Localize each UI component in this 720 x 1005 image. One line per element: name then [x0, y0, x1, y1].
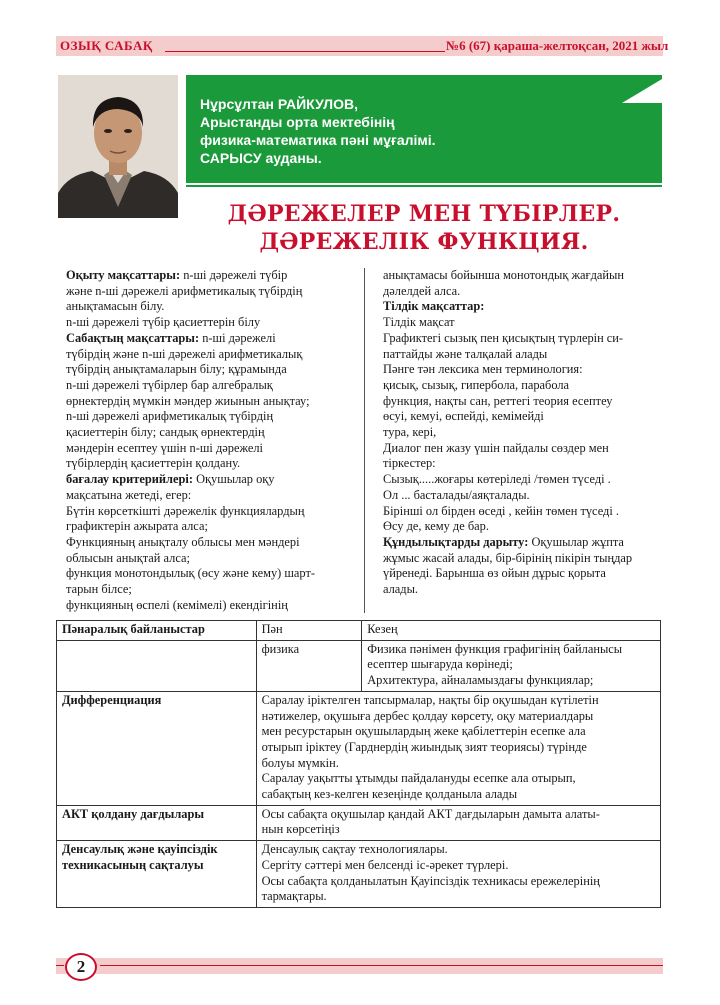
text-line	[383, 519, 668, 535]
text-line	[383, 394, 668, 410]
bold-heading: Сабақтың мақсаттары:	[66, 330, 200, 345]
empty-cell	[57, 640, 257, 691]
stage-line: есептер шығаруда көрінеді;	[367, 657, 513, 672]
header-divider	[165, 51, 445, 52]
line-text: Оқушылар жұпта	[528, 534, 624, 549]
author-district: САРЫСУ ауданы.	[200, 150, 322, 166]
line-text: түбірдің және n-ші дәрежелі арифметикалық	[66, 346, 303, 361]
health-value	[256, 841, 660, 908]
line-text: дәлелдей алса.	[383, 283, 461, 298]
text-line	[383, 582, 668, 598]
ict-label: АКТ қолдану дағдылары	[57, 805, 257, 840]
ict-value	[256, 805, 660, 840]
right-text-column	[383, 268, 668, 598]
text-line	[66, 268, 351, 284]
title-line-2: ДӘРЕЖЕЛІК ФУНКЦИЯ.	[259, 229, 589, 255]
footer-rule	[100, 965, 663, 966]
line-text: n-ші дәрежелі түбір	[180, 268, 288, 282]
table-row	[57, 621, 661, 641]
line-text: түбірдің анықтамаларын білу; құрамында	[66, 362, 287, 377]
text-line	[66, 472, 351, 488]
left-text-column	[66, 268, 351, 613]
ict-line: нын көрсетіңіз	[261, 822, 340, 837]
text-line	[66, 566, 351, 582]
health-label	[57, 841, 257, 908]
ict-line: Осы сабақта оқушылар қандай АКТ дағдыларын дамыта алаты-	[261, 806, 600, 821]
text-line	[383, 472, 668, 488]
differentiation-value	[256, 691, 660, 805]
line-text: қисық, сызық, гипербола, парабола	[383, 377, 570, 392]
text-line	[66, 284, 351, 300]
line-text: Сызық.....жоғары көтеріледі /төмен түседі .	[383, 472, 611, 487]
text-line	[66, 394, 351, 410]
differentiation-line: нәтижелер, оқушыға дербес қолдау көрсету, оқу материалдары	[261, 708, 594, 723]
article-title	[186, 200, 662, 256]
stage-line: Физика пәнімен функция графигінің байланысы	[367, 641, 623, 656]
text-line	[66, 409, 351, 425]
author-name: Нұрсұлтан РАЙКУЛОВ,	[200, 96, 358, 112]
line-text: үйренеді. Барынша өз ойын дұрыс қорыта	[383, 566, 606, 581]
line-text: жұмыс жасай алады, бір-бірінің пікірін тыңдар	[383, 550, 633, 565]
differentiation-line: Саралау уақытты ұтымды пайдалануды есепке ала отырып,	[261, 771, 576, 786]
author-info-box	[186, 75, 662, 190]
differentiation-line: Саралау іріктелген тапсырмалар, нақты бір оқушыдан күтілетін	[261, 692, 599, 707]
table-row	[57, 640, 661, 691]
line-text: функция монотондылық (өсу және кему) шарт-	[66, 566, 315, 581]
text-line	[66, 582, 351, 598]
text-line	[66, 535, 351, 551]
health-label-line: Денсаулық және қауіпсіздік	[62, 842, 218, 857]
health-line: Сергіту сәттері мен белсенді іс-әрекет түрлері.	[261, 857, 509, 872]
interdisciplinary-label: Пәнаралық байланыстар	[57, 621, 257, 641]
text-line	[66, 488, 351, 504]
health-label-line: техникасының сақталуы	[62, 857, 204, 872]
health-line: Осы сабақта қолданылатын Қауіпсіздік техникасы ережелерінің	[261, 873, 600, 888]
line-text: өрнектердің мүмкін мәндер жиынын анықтау;	[66, 393, 310, 408]
subject-header: Пән	[256, 621, 362, 641]
line-text: қасиеттерін білу; сандық өрнектердің	[66, 425, 265, 440]
journal-name: ОЗЫҚ САБАҚ	[60, 38, 153, 53]
issue-info: №6 (67) қараша-желтоқсан, 2021 жыл	[446, 38, 669, 53]
line-text: n-ші дәрежелі	[199, 330, 276, 345]
line-text: өсуі, кемуі, өспейді, кемімейді	[383, 409, 544, 424]
differentiation-label: Дифференциация	[57, 691, 257, 805]
bold-heading: Оқыту мақсаттары:	[66, 268, 181, 282]
text-line	[383, 378, 668, 394]
page-number: 2	[65, 953, 97, 981]
line-text: Функцияның анықталу облысы мен мәндері	[66, 534, 300, 549]
text-line	[383, 331, 668, 347]
stage-line: Архитектура, айналамыздағы функциялар;	[367, 673, 594, 688]
text-line	[66, 347, 351, 363]
text-line	[383, 456, 668, 472]
table-row	[57, 691, 661, 805]
line-text: n-ші дәрежелі арифметикалық түбірдің	[66, 409, 274, 424]
line-text: анықтамасын білу.	[66, 299, 165, 314]
health-line: Денсаулық сақтау технологиялары.	[261, 842, 448, 857]
subject-value: физика	[256, 640, 362, 691]
differentiation-line: мен ресурстарын оқушылардың жеке қабілеттерін есепке ала	[261, 724, 586, 739]
text-line	[383, 284, 668, 300]
text-line	[383, 362, 668, 378]
line-text: n-ші дәрежелі түбір қасиеттерін білу	[66, 315, 261, 330]
author-photo	[58, 75, 178, 218]
differentiation-line: болуы мүмкін.	[261, 755, 339, 770]
title-line-1: ДӘРЕЖЕЛЕР МЕН ТҮБІРЛЕР.	[227, 201, 621, 227]
text-line	[66, 425, 351, 441]
text-line	[66, 598, 351, 614]
line-text: графиктерін ажырата алса;	[66, 519, 208, 534]
text-line	[383, 347, 668, 363]
text-line	[383, 488, 668, 504]
author-position: физика-математика пәні мұғалімі.	[200, 132, 436, 148]
footer-band	[56, 958, 663, 974]
text-line	[383, 299, 668, 315]
author-school: Арыстанды орта мектебінің	[200, 114, 395, 130]
line-text: анықтамасы бойынша монотондық жағдайын	[383, 268, 624, 282]
line-text: функция, нақты сан, реттегі теория есептеу	[383, 393, 613, 408]
author-details	[200, 95, 436, 167]
line-text: тура, кері,	[383, 425, 437, 440]
line-text: Ол ... басталады/аяқталады.	[383, 487, 530, 502]
text-line	[66, 519, 351, 535]
line-text: Бүтін көрсеткішті дәрежелік функциялардың	[66, 503, 305, 518]
text-line	[66, 362, 351, 378]
differentiation-line: отырып іріктеу (Гарднердің жиындық зият теориясы) түрінде	[261, 739, 587, 754]
text-line	[66, 456, 351, 472]
health-line: тармақтары.	[261, 889, 327, 904]
line-text: түбірлердің қасиеттерін қолдану.	[66, 456, 241, 471]
line-text: тарын білсе;	[66, 582, 132, 597]
text-line	[383, 315, 668, 331]
stage-header: Кезең	[362, 621, 661, 641]
text-line	[383, 504, 668, 520]
line-text: және n-ші дәрежелі арифметикалық түбірдің	[66, 283, 303, 298]
text-line	[383, 409, 668, 425]
text-line	[66, 551, 351, 567]
line-text: тіркестер:	[383, 456, 436, 471]
line-text: n-ші дәрежелі түбірлер бар алгебралық	[66, 377, 273, 392]
text-line	[66, 378, 351, 394]
text-line	[66, 299, 351, 315]
bold-heading: бағалау критерийлері:	[66, 472, 193, 487]
line-text: алады.	[383, 582, 419, 597]
line-text: Өсу де, кему де бар.	[383, 519, 489, 534]
text-line	[383, 268, 668, 284]
line-text: Графиктегі сызық пен қисықтың түрлерін си-	[383, 330, 624, 345]
text-line	[383, 566, 668, 582]
text-line	[66, 441, 351, 457]
line-text: мәндерін есептеу үшін n-ші дәрежелі	[66, 440, 263, 455]
table-row	[57, 805, 661, 840]
text-line	[66, 315, 351, 331]
lesson-info-table	[56, 620, 661, 908]
line-text: Оқушылар оқу	[192, 472, 275, 487]
stage-value	[362, 640, 661, 691]
line-text: паттайды және талқалай алады	[383, 346, 548, 361]
line-text: облысын анықтай алса;	[66, 550, 190, 565]
bold-heading: Құндылықтарды дарыту:	[383, 534, 529, 549]
line-text: Пәнге тән лексика мен терминология:	[383, 362, 583, 377]
differentiation-line: сабақтың кез-келген кезеңінде қолданыла алады	[261, 787, 518, 802]
line-text: мақсатына жетеді, егер:	[66, 487, 192, 502]
text-line	[66, 504, 351, 520]
line-text: Тілдік мақсат	[383, 315, 455, 330]
table-row	[57, 841, 661, 908]
text-line	[66, 331, 351, 347]
line-text: Диалог пен жазу үшін пайдалы сөздер мен	[383, 440, 609, 455]
text-line	[383, 551, 668, 567]
text-line	[383, 425, 668, 441]
footer-dash	[56, 965, 64, 966]
line-text: Бірінші ол бірден өседі , кейін төмен түседі .	[383, 503, 619, 518]
text-line	[383, 441, 668, 457]
text-line	[383, 535, 668, 551]
bold-heading: Тілдік мақсаттар:	[383, 299, 485, 314]
line-text: функцияның өспелі (кемімелі) екендігінің	[66, 597, 288, 612]
column-divider	[364, 268, 365, 613]
